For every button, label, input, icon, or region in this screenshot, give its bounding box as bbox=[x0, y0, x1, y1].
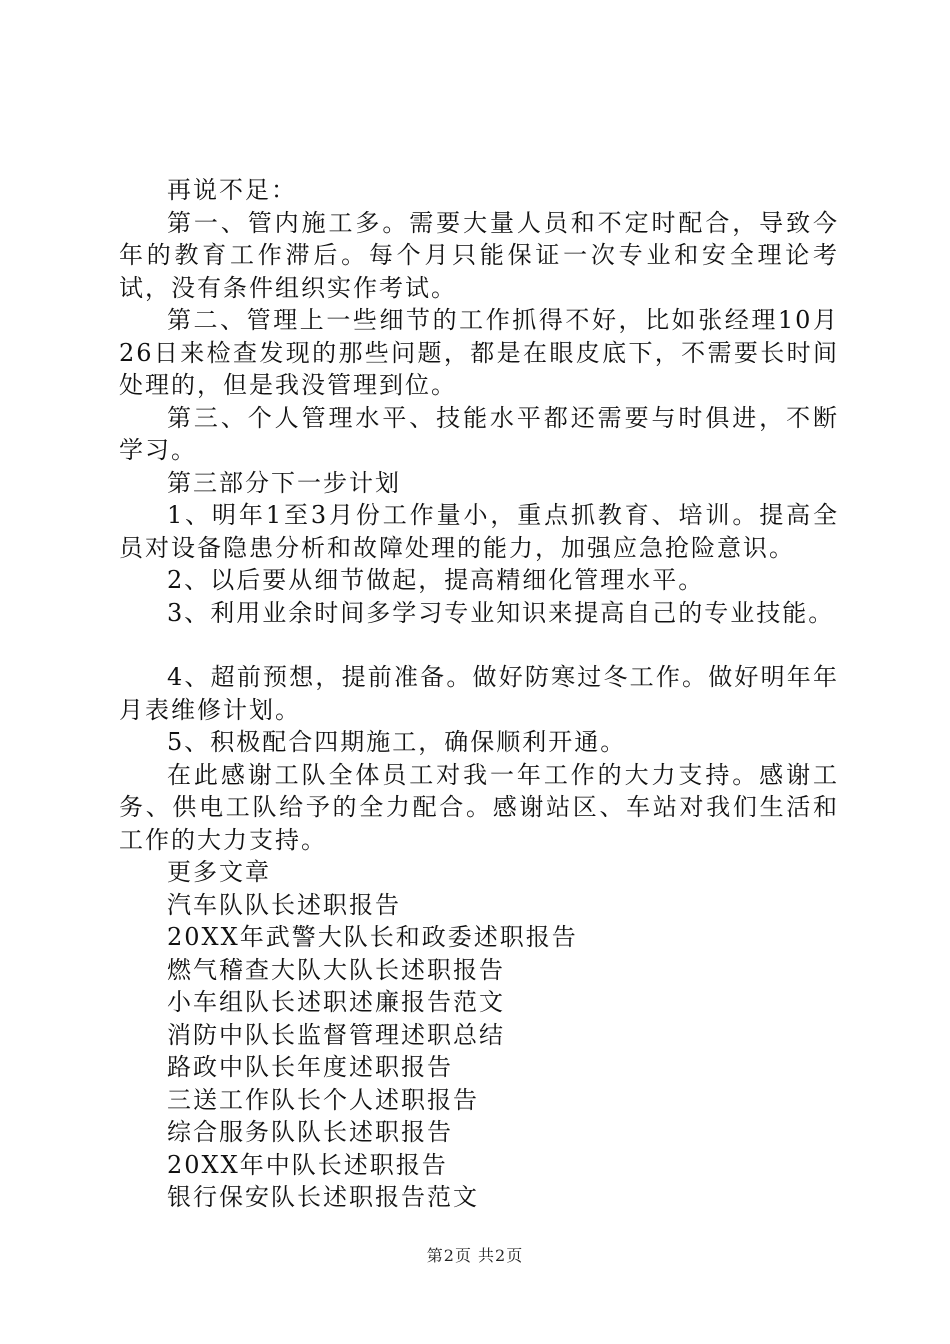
more-articles-title: 更多文章 bbox=[167, 858, 271, 886]
paragraph-plan-1: 1、明年1至3月份工作量小，重点抓教育、培训。提高全员对设备隐患分析和故障处理的能力，加强应急抢险意识。 bbox=[119, 501, 839, 562]
paragraph-thanks: 在此感谢工队全体员工对我一年工作的大力支持。感谢工务、供电工队给予的全力配合。感谢站区、车站对我们生活和工作的大力支持。 bbox=[119, 760, 839, 854]
paragraph-part-three-heading: 第三部分下一步计划 bbox=[167, 468, 401, 497]
more-article-link[interactable]: 三送工作队长个人述职报告 bbox=[167, 1085, 479, 1114]
paragraph-plan-3: 3、利用业余时间多学习专业知识来提高自己的专业技能。 bbox=[167, 598, 835, 627]
paragraph-shortcomings-heading: 再说不足： bbox=[167, 176, 297, 204]
paragraph-shortcoming-3: 第三、个人管理水平、技能水平都还需要与时俱进，不断学习。 bbox=[119, 403, 839, 464]
more-article-link[interactable]: 20XX年中队长述职报告 bbox=[167, 1150, 448, 1179]
document-body bbox=[119, 174, 839, 1214]
more-article-link[interactable]: 汽车队队长述职报告 bbox=[167, 890, 401, 919]
paragraph-shortcoming-2: 第二、管理上一些细节的工作抓得不好，比如张经理10月26日来检查发现的那些问题，都是在眼皮底下，不需要长时间处理的，但是我没管理到位。 bbox=[119, 306, 839, 399]
more-articles-list bbox=[119, 889, 839, 1214]
paragraph-plan-2: 2、以后要从细节做起，提高精细化管理水平。 bbox=[167, 566, 705, 594]
more-article-link[interactable]: 银行保安队长述职报告范文 bbox=[167, 1183, 479, 1211]
paragraph-shortcoming-1: 第一、管内施工多。需要大量人员和不定时配合，导致今年的教育工作滞后。每个月只能保证一次专业和安全理论考试，没有条件组织实作考试。 bbox=[119, 208, 839, 302]
more-article-link[interactable]: 20XX年武警大队长和政委述职报告 bbox=[167, 923, 578, 951]
paragraph-plan-4: 4、超前预想，提前准备。做好防寒过冬工作。做好明年年月表维修计划。 bbox=[119, 663, 839, 724]
more-article-link[interactable]: 小车组队长述职述廉报告范文 bbox=[167, 988, 505, 1016]
more-article-link[interactable]: 路政中队长年度述职报告 bbox=[167, 1053, 453, 1081]
more-article-link[interactable]: 消防中队长监督管理述职总结 bbox=[167, 1020, 505, 1049]
more-article-link[interactable]: 燃气稽查大队大队长述职报告 bbox=[167, 955, 505, 984]
paragraph-plan-5: 5、积极配合四期施工，确保顺利开通。 bbox=[167, 728, 627, 756]
page-footer: 第2页 共2页 bbox=[426, 1246, 524, 1265]
more-article-link[interactable]: 综合服务队队长述职报告 bbox=[167, 1118, 453, 1146]
